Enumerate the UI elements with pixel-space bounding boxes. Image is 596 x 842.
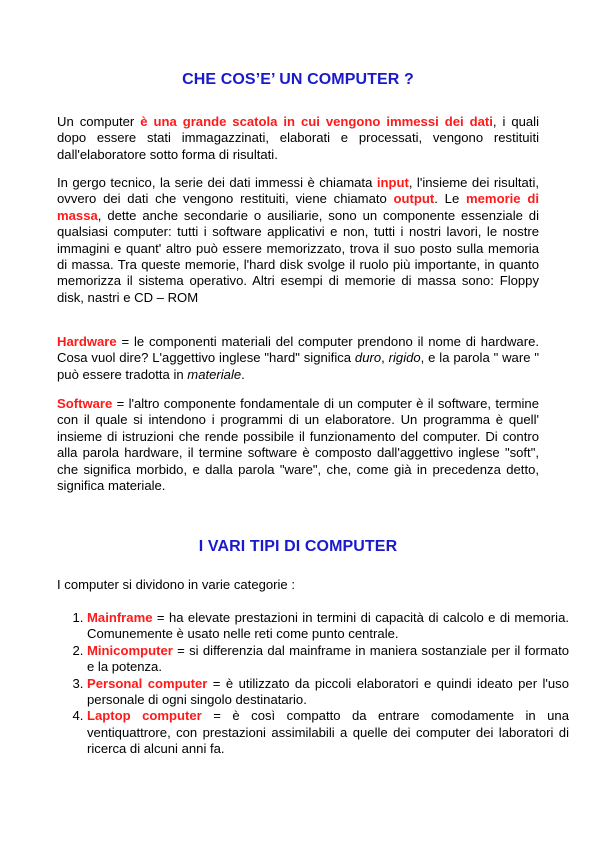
text-span: , bbox=[381, 350, 389, 366]
term-personal-computer: Personal computer bbox=[87, 675, 208, 691]
list-item-text: = è così compatto da entrare comodamente in una ventiquattrore, con prestazioni assimilabili a quelle dei computer dei laboratori di ricerca di alcuni anni fa. bbox=[87, 708, 569, 757]
term-minicomputer: Minicomputer bbox=[87, 642, 173, 658]
paragraph-input-output bbox=[57, 175, 539, 306]
text-span: = l'altro componente fondamentale di un computer è il software, termine con il quale si intendono i programmi di un elaboratore. Un programma è quell' insieme di istruzioni che rende possibile il funzionamento del computer. Di contro alla parola hardware, il termine software è composto dall'aggettivo inglese "soft", che significa morbido, e dalla parola "ware", che, come già in precedenza detto, significa materiale. bbox=[57, 396, 539, 494]
list-item bbox=[87, 610, 569, 643]
term-mainframe: Mainframe bbox=[87, 610, 153, 625]
section-title-computer-types: I VARI TIPI DI COMPUTER bbox=[198, 538, 398, 555]
text-span: , dette anche secondarie o ausiliarie, sono un componente essenziale di qualsiasi computer: tutti i software applicativi e non, tutti i nostri lavori, le nostre immagini e quant' altro può essere memorizzato, trova il suo posto sulla memoria di massa. Tra queste memorie, l'hard disk svolge il ruolo più importante, in quanto memorizza il sistema operativo. Altri esempi di memorie di massa sono: Floppy disk, nastri e CD – ROM bbox=[57, 207, 539, 305]
text-span: , i quali dopo essere stati immagazzinati, elaborati e processati, vengono restituiti dall'elaboratore sotto forma di risultati. bbox=[57, 114, 539, 162]
text-span: In gergo tecnico, la serie dei dati immessi è chiamata bbox=[57, 175, 377, 190]
text-span: = le componenti materiali del computer prendono il nome di hardware. Cosa vuol dire? L'aggettivo inglese "hard" significa bbox=[57, 334, 539, 366]
computer-types-list bbox=[57, 610, 569, 758]
term-laptop-computer: Laptop computer bbox=[87, 708, 202, 724]
list-item-text: = ha elevate prestazioni in termini di capacità di calcolo e di memoria. Comunemente è usato nelle reti come punto centrale. bbox=[87, 610, 569, 642]
italic-rigido: rigido bbox=[388, 350, 421, 366]
paragraph-hardware bbox=[57, 334, 539, 383]
highlight-mass-memory: memorie di massa bbox=[57, 191, 539, 223]
section-title-what-is-computer: CHE COS’E’ UN COMPUTER ? bbox=[182, 71, 414, 88]
list-item-text: = è utilizzato da piccoli elaboratori e quindi ideato per l'uso personale di ogni singolo destinatario. bbox=[87, 675, 569, 708]
text-span: . Le bbox=[434, 191, 466, 207]
term-hardware: Hardware bbox=[57, 334, 117, 349]
highlight-definition: è una grande scatola in cui vengono immessi dei dati bbox=[140, 114, 493, 129]
list-item bbox=[87, 643, 569, 676]
list-item bbox=[87, 708, 569, 757]
paragraph-software bbox=[57, 396, 539, 494]
highlight-input: input bbox=[376, 175, 409, 190]
term-software: Software bbox=[57, 396, 113, 411]
text-span: Un computer bbox=[57, 114, 141, 129]
italic-materiale: materiale bbox=[187, 366, 242, 382]
list-item bbox=[87, 676, 569, 709]
highlight-output: output bbox=[393, 191, 435, 207]
list-item-text: = si differenzia dal mainframe in maniera sostanziale per il formato e la potenza. bbox=[87, 642, 569, 675]
paragraph-categories-intro: I computer si dividono in varie categorie : bbox=[57, 577, 295, 592]
italic-duro: duro bbox=[354, 350, 382, 366]
text-span: . bbox=[241, 366, 245, 382]
paragraph-definition bbox=[57, 114, 539, 163]
text-span: , l'insieme dei risultati, ovvero dei dati che vengono restituiti, viene chiamato bbox=[57, 175, 539, 207]
text-span: , e la parola " ware " può essere tradotta in bbox=[57, 350, 539, 382]
